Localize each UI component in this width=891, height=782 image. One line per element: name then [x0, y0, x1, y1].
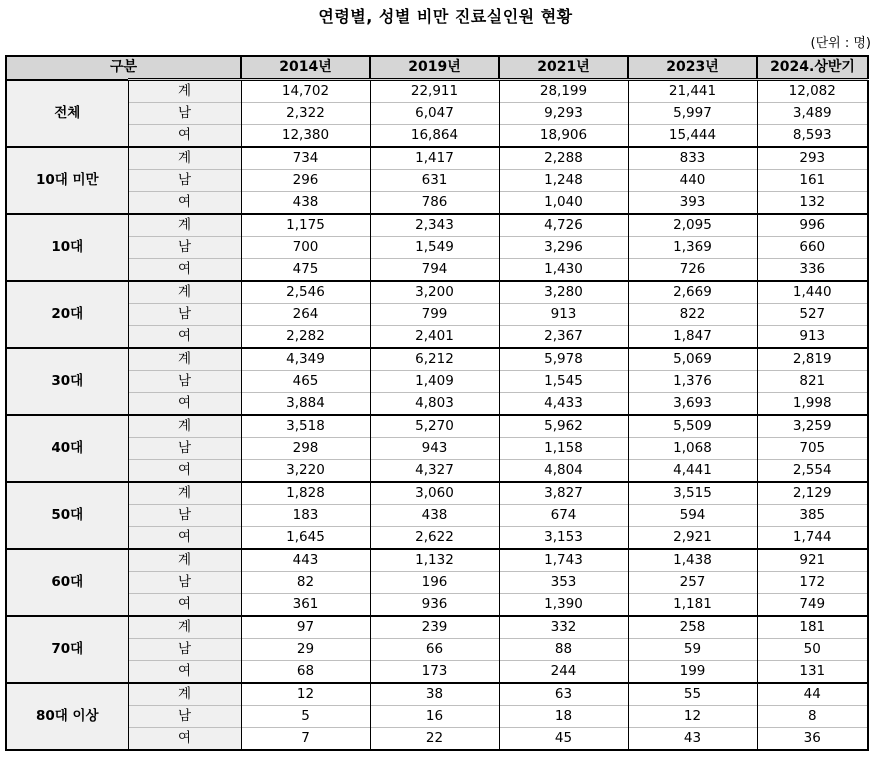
table-row: [6, 237, 868, 259]
value-cell: 2,622: [370, 527, 499, 550]
table-row: [6, 706, 868, 728]
value-cell: 5,509: [628, 415, 757, 438]
value-cell: 4,433: [499, 393, 628, 416]
value-cell: 257: [628, 572, 757, 594]
sub-label-cell: 계: [128, 348, 241, 371]
value-cell: 2,288: [499, 147, 628, 170]
value-cell: 1,847: [628, 326, 757, 349]
category-cell: 40대: [6, 415, 128, 482]
value-cell: 3,884: [241, 393, 370, 416]
value-cell: 1,376: [628, 371, 757, 393]
value-cell: 1,645: [241, 527, 370, 550]
value-cell: 296: [241, 170, 370, 192]
value-cell: 44: [757, 683, 868, 706]
value-cell: 15,444: [628, 125, 757, 148]
value-cell: 1,181: [628, 594, 757, 617]
value-cell: 16,864: [370, 125, 499, 148]
value-cell: 88: [499, 639, 628, 661]
value-cell: 3,515: [628, 482, 757, 505]
value-cell: 2,819: [757, 348, 868, 371]
value-cell: 1,744: [757, 527, 868, 550]
value-cell: 8: [757, 706, 868, 728]
table-row: [6, 147, 868, 170]
sub-label-cell: 여: [128, 125, 241, 148]
value-cell: 68: [241, 661, 370, 684]
value-cell: 66: [370, 639, 499, 661]
table-row: [6, 616, 868, 639]
value-cell: 353: [499, 572, 628, 594]
category-cell: 50대: [6, 482, 128, 549]
value-cell: 465: [241, 371, 370, 393]
value-cell: 4,726: [499, 214, 628, 237]
value-cell: 705: [757, 438, 868, 460]
value-cell: 4,803: [370, 393, 499, 416]
value-cell: 794: [370, 259, 499, 282]
value-cell: 475: [241, 259, 370, 282]
value-cell: 14,702: [241, 80, 370, 103]
value-cell: 1,248: [499, 170, 628, 192]
value-cell: 3,259: [757, 415, 868, 438]
value-cell: 443: [241, 549, 370, 572]
header-year: 2019년: [370, 56, 499, 80]
value-cell: 5,978: [499, 348, 628, 371]
table-row: [6, 103, 868, 125]
value-cell: 1,549: [370, 237, 499, 259]
sub-label-cell: 여: [128, 393, 241, 416]
value-cell: 4,327: [370, 460, 499, 483]
sub-label-cell: 계: [128, 214, 241, 237]
table-row: [6, 572, 868, 594]
header-year: 2024.상반기: [757, 56, 868, 80]
sub-label-cell: 계: [128, 147, 241, 170]
value-cell: 1,409: [370, 371, 499, 393]
value-cell: 29: [241, 639, 370, 661]
sub-label-cell: 계: [128, 683, 241, 706]
value-cell: 132: [757, 192, 868, 215]
value-cell: 4,349: [241, 348, 370, 371]
value-cell: 631: [370, 170, 499, 192]
value-cell: 258: [628, 616, 757, 639]
value-cell: 12,380: [241, 125, 370, 148]
value-cell: 12: [241, 683, 370, 706]
value-cell: 913: [499, 304, 628, 326]
sub-label-cell: 계: [128, 281, 241, 304]
value-cell: 5,997: [628, 103, 757, 125]
value-cell: 97: [241, 616, 370, 639]
value-cell: 45: [499, 728, 628, 751]
value-cell: 4,441: [628, 460, 757, 483]
sub-label-cell: 남: [128, 572, 241, 594]
value-cell: 18: [499, 706, 628, 728]
value-cell: 2,546: [241, 281, 370, 304]
value-cell: 943: [370, 438, 499, 460]
value-cell: 3,060: [370, 482, 499, 505]
table-row: [6, 460, 868, 483]
value-cell: 1,998: [757, 393, 868, 416]
value-cell: 1,369: [628, 237, 757, 259]
value-cell: 298: [241, 438, 370, 460]
value-cell: 244: [499, 661, 628, 684]
table-row: [6, 438, 868, 460]
value-cell: 3,280: [499, 281, 628, 304]
value-cell: 59: [628, 639, 757, 661]
value-cell: 913: [757, 326, 868, 349]
table-row: [6, 482, 868, 505]
table-row: [6, 683, 868, 706]
value-cell: 3,518: [241, 415, 370, 438]
value-cell: 2,129: [757, 482, 868, 505]
sub-label-cell: 남: [128, 371, 241, 393]
value-cell: 674: [499, 505, 628, 527]
value-cell: 16: [370, 706, 499, 728]
value-cell: 63: [499, 683, 628, 706]
value-cell: 3,296: [499, 237, 628, 259]
value-cell: 181: [757, 616, 868, 639]
value-cell: 3,693: [628, 393, 757, 416]
value-cell: 660: [757, 237, 868, 259]
value-cell: 936: [370, 594, 499, 617]
value-cell: 12,082: [757, 80, 868, 103]
value-cell: 438: [241, 192, 370, 215]
value-cell: 833: [628, 147, 757, 170]
table-row: [6, 192, 868, 215]
value-cell: 3,153: [499, 527, 628, 550]
value-cell: 1,417: [370, 147, 499, 170]
sub-label-cell: 남: [128, 438, 241, 460]
header-year: 2014년: [241, 56, 370, 80]
value-cell: 1,438: [628, 549, 757, 572]
header-year: 2021년: [499, 56, 628, 80]
value-cell: 332: [499, 616, 628, 639]
value-cell: 18,906: [499, 125, 628, 148]
value-cell: 1,175: [241, 214, 370, 237]
value-cell: 38: [370, 683, 499, 706]
table-row: [6, 304, 868, 326]
value-cell: 361: [241, 594, 370, 617]
value-cell: 1,828: [241, 482, 370, 505]
value-cell: 1,430: [499, 259, 628, 282]
category-cell: 60대: [6, 549, 128, 616]
value-cell: 749: [757, 594, 868, 617]
table-row: [6, 259, 868, 282]
value-cell: 36: [757, 728, 868, 751]
value-cell: 5,962: [499, 415, 628, 438]
value-cell: 1,390: [499, 594, 628, 617]
sub-label-cell: 계: [128, 549, 241, 572]
table-row: [6, 281, 868, 304]
value-cell: 786: [370, 192, 499, 215]
sub-label-cell: 여: [128, 728, 241, 751]
table-body: [6, 80, 868, 751]
value-cell: 1,545: [499, 371, 628, 393]
sub-label-cell: 계: [128, 482, 241, 505]
sub-label-cell: 남: [128, 237, 241, 259]
value-cell: 3,220: [241, 460, 370, 483]
value-cell: 700: [241, 237, 370, 259]
table-row: [6, 214, 868, 237]
value-cell: 8,593: [757, 125, 868, 148]
unit-label: (단위 : 명): [810, 36, 871, 51]
value-cell: 22: [370, 728, 499, 751]
category-cell: 전체: [6, 80, 128, 148]
value-cell: 2,367: [499, 326, 628, 349]
sub-label-cell: 여: [128, 460, 241, 483]
value-cell: 264: [241, 304, 370, 326]
value-cell: 161: [757, 170, 868, 192]
value-cell: 726: [628, 259, 757, 282]
category-cell: 10대: [6, 214, 128, 281]
value-cell: 2,554: [757, 460, 868, 483]
sub-label-cell: 남: [128, 505, 241, 527]
sub-label-cell: 여: [128, 661, 241, 684]
value-cell: 82: [241, 572, 370, 594]
value-cell: 3,200: [370, 281, 499, 304]
value-cell: 6,212: [370, 348, 499, 371]
value-cell: 336: [757, 259, 868, 282]
value-cell: 2,282: [241, 326, 370, 349]
value-cell: 2,095: [628, 214, 757, 237]
category-cell: 80대 이상: [6, 683, 128, 750]
value-cell: 799: [370, 304, 499, 326]
value-cell: 2,921: [628, 527, 757, 550]
sub-label-cell: 남: [128, 706, 241, 728]
value-cell: 822: [628, 304, 757, 326]
value-cell: 55: [628, 683, 757, 706]
category-cell: 70대: [6, 616, 128, 683]
value-cell: 1,040: [499, 192, 628, 215]
value-cell: 393: [628, 192, 757, 215]
sub-label-cell: 남: [128, 103, 241, 125]
value-cell: 527: [757, 304, 868, 326]
table-row: [6, 594, 868, 617]
category-cell: 30대: [6, 348, 128, 415]
category-cell: 20대: [6, 281, 128, 348]
table-row: [6, 80, 868, 103]
value-cell: 1,068: [628, 438, 757, 460]
value-cell: 21,441: [628, 80, 757, 103]
header-row: [6, 56, 868, 80]
sub-label-cell: 계: [128, 616, 241, 639]
value-cell: 2,322: [241, 103, 370, 125]
sub-label-cell: 남: [128, 639, 241, 661]
sub-label-cell: 여: [128, 259, 241, 282]
value-cell: 594: [628, 505, 757, 527]
value-cell: 4,804: [499, 460, 628, 483]
sub-label-cell: 여: [128, 326, 241, 349]
value-cell: 239: [370, 616, 499, 639]
table-row: [6, 170, 868, 192]
value-cell: 1,158: [499, 438, 628, 460]
value-cell: 7: [241, 728, 370, 751]
page-title: 연령별, 성별 비만 진료실인원 현황: [318, 7, 573, 26]
table-row: [6, 661, 868, 684]
table-row: [6, 549, 868, 572]
table-row: [6, 326, 868, 349]
sub-label-cell: 여: [128, 594, 241, 617]
value-cell: 996: [757, 214, 868, 237]
table-row: [6, 125, 868, 148]
value-cell: 1,743: [499, 549, 628, 572]
value-cell: 821: [757, 371, 868, 393]
value-cell: 440: [628, 170, 757, 192]
value-cell: 3,827: [499, 482, 628, 505]
table-row: [6, 393, 868, 416]
value-cell: 1,440: [757, 281, 868, 304]
value-cell: 9,293: [499, 103, 628, 125]
table-row: [6, 728, 868, 751]
table-row: [6, 639, 868, 661]
category-cell: 10대 미만: [6, 147, 128, 214]
table-row: [6, 348, 868, 371]
value-cell: 2,669: [628, 281, 757, 304]
value-cell: 22,911: [370, 80, 499, 103]
table-row: [6, 415, 868, 438]
value-cell: 28,199: [499, 80, 628, 103]
table-row: [6, 371, 868, 393]
obesity-table: [5, 55, 869, 751]
value-cell: 438: [370, 505, 499, 527]
value-cell: 199: [628, 661, 757, 684]
table-row: [6, 505, 868, 527]
value-cell: 173: [370, 661, 499, 684]
sub-label-cell: 남: [128, 170, 241, 192]
value-cell: 2,401: [370, 326, 499, 349]
header-year: 2023년: [628, 56, 757, 80]
value-cell: 131: [757, 661, 868, 684]
value-cell: 196: [370, 572, 499, 594]
value-cell: 6,047: [370, 103, 499, 125]
value-cell: 734: [241, 147, 370, 170]
value-cell: 2,343: [370, 214, 499, 237]
value-cell: 172: [757, 572, 868, 594]
value-cell: 43: [628, 728, 757, 751]
header-group: 구분: [6, 56, 241, 80]
sub-label-cell: 남: [128, 304, 241, 326]
value-cell: 1,132: [370, 549, 499, 572]
value-cell: 3,489: [757, 103, 868, 125]
sub-label-cell: 여: [128, 192, 241, 215]
value-cell: 183: [241, 505, 370, 527]
value-cell: 50: [757, 639, 868, 661]
value-cell: 5: [241, 706, 370, 728]
sub-label-cell: 여: [128, 527, 241, 550]
value-cell: 12: [628, 706, 757, 728]
sub-label-cell: 계: [128, 80, 241, 103]
sub-label-cell: 계: [128, 415, 241, 438]
value-cell: 5,069: [628, 348, 757, 371]
value-cell: 921: [757, 549, 868, 572]
value-cell: 293: [757, 147, 868, 170]
table-row: [6, 527, 868, 550]
value-cell: 5,270: [370, 415, 499, 438]
value-cell: 385: [757, 505, 868, 527]
